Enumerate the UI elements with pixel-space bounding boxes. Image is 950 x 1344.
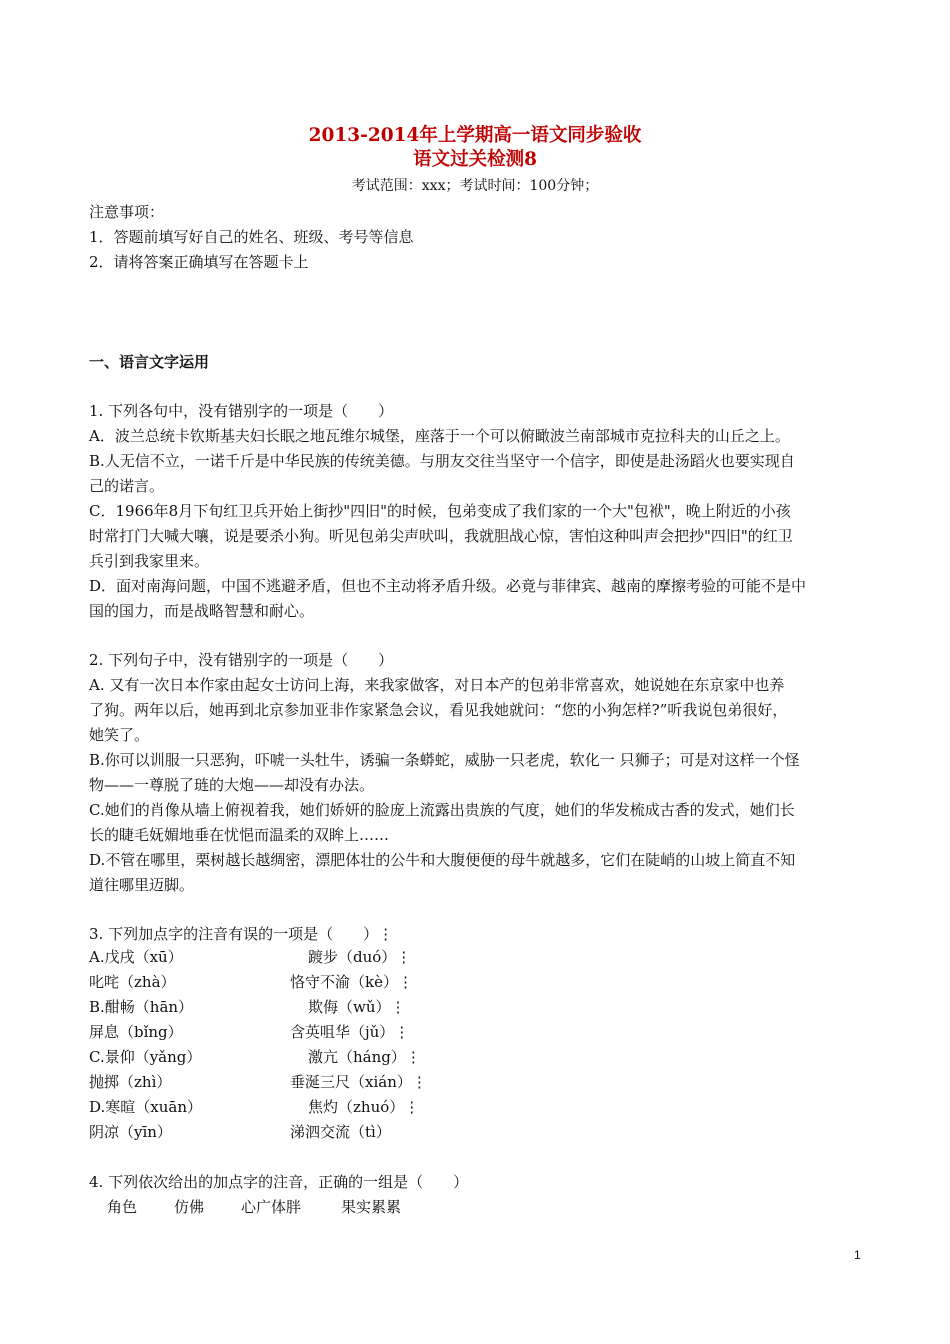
pinyin-left: A.戊戌（xū） [89, 948, 183, 966]
option-c-cont: 长的睫毛妩媚地垂在忧悒而温柔的双眸上…… [89, 826, 390, 844]
pinyin-left: 叱咤（zhà） [89, 973, 176, 991]
option-a: A. 又有一次日本作家由起女士访问上海，来我家做客，对日本产的包弟非常喜欢，她说她在东京家中也养 [89, 676, 785, 694]
word-item: 角色 [107, 1198, 138, 1216]
question-stem: 1. 下列各句中，没有错别字的一项是（ ） [89, 402, 394, 420]
option-a-cont: 了狗。两年以后，她再到北京参加亚非作家紧急会议，看见我她就问：“您的小狗怎样?”听我说包弟很好， [89, 701, 788, 719]
pinyin-left: D.寒暄（xuān） [89, 1098, 202, 1116]
word-item: 果实累累 [341, 1198, 402, 1216]
pinyin-right: 欺侮（wǔ）⋮ [308, 998, 406, 1016]
option-c: C.她们的肖像从墙上俯视着我，她们娇妍的脸庞上流露出贵族的气度，她们的华发梳成古香的发式，她们长 [89, 801, 795, 819]
option-c-cont: 兵引到我家里来。 [89, 552, 210, 570]
pinyin-right: 涕泗交流（tì） [290, 1123, 391, 1141]
exam-title-line2: 语文过关检测8 [413, 149, 537, 170]
pinyin-left: 屏息（bǐng） [89, 1023, 183, 1041]
pinyin-left: 抛掷（zhì） [89, 1073, 172, 1091]
option-d-cont: 道往哪里迈脚。 [89, 876, 195, 894]
page-number: 1 [854, 1248, 861, 1262]
exam-title-line1: 2013-2014年上学期高一语文同步验收 [308, 125, 642, 146]
option-d-cont: 国的国力，而是战略智慧和耐心。 [89, 602, 315, 620]
option-a-cont: 她笑了。 [89, 726, 150, 744]
pinyin-right: 含英咀华（jǔ）⋮ [290, 1023, 410, 1041]
notes-heading: 注意事项： [89, 203, 165, 221]
option-c-cont: 时常打门大喊大嚷，说是要杀小狗。听见包弟尖声吠叫，我就胆战心惊，害怕这种叫声会把抄"四旧"的红卫 [89, 527, 793, 545]
notes-item-2: 2．请将答案正确填写在答题卡上 [89, 253, 309, 271]
option-a: A．波兰总统卡钦斯基夫妇长眠之地瓦维尔城堡，座落于一个可以俯瞰波兰南部城市克拉科夫的山丘之上。 [89, 427, 790, 445]
pinyin-left: C.景仰（yǎng） [89, 1048, 202, 1066]
option-d: D.不管在哪里，栗树越长越绸密，漂肥体壮的公牛和大腹便便的母牛就越多，它们在陡峭的山坡上简直不知 [89, 851, 796, 869]
section-heading: 一、语言文字运用 [89, 353, 210, 371]
question-stem: 4. 下列依次给出的加点字的注音，正确的一组是（ ） [89, 1173, 469, 1191]
pinyin-right: 垂涎三尺（xián）⋮ [290, 1073, 427, 1091]
option-b: B.人无信不立，一诺千斤是中华民族的传统美德。与朋友交往当坚守一个信字，即使是赴汤蹈火也要实现自 [89, 452, 795, 470]
option-b: B.你可以训服一只恶狗，吓唬一头牡牛，诱骗一条蟒蛇，威胁一只老虎，软化一 只狮子；可是对这样一个怪 [89, 751, 800, 769]
option-d: D．面对南海问题，中国不逃避矛盾，但也不主动将矛盾升级。必竟与菲律宾、越南的摩擦考验的可能不是中 [89, 577, 807, 595]
pinyin-right: 恪守不渝（kè）⋮ [290, 973, 413, 991]
option-c: C．1966年8月下旬红卫兵开始上街抄"四旧"的时候，包弟变成了我们家的一个大"包袱"，晚上附近的小孩 [89, 502, 791, 520]
option-b-cont: 己的诺言。 [89, 477, 165, 495]
option-b-cont: 物——一尊脱了琏的大炮——却没有办法。 [89, 776, 375, 794]
pinyin-right: 激亢（háng）⋮ [308, 1048, 421, 1066]
pinyin-left: B.酣畅（hān） [89, 998, 194, 1016]
question-stem: 2. 下列句子中，没有错别字的一项是（ ） [89, 651, 394, 669]
pinyin-right: 踱步（duó）⋮ [308, 948, 412, 966]
notes-item-1: 1．答题前填写好自己的姓名、班级、考号等信息 [89, 228, 414, 246]
pinyin-right: 焦灼（zhuó）⋮ [308, 1098, 420, 1116]
pinyin-left: 阴凉（yīn） [89, 1123, 172, 1141]
word-item: 仿佛 [174, 1198, 205, 1216]
word-item: 心广体胖 [241, 1198, 302, 1216]
exam-info: 考试范围：xxx；考试时间：100分钟； [351, 178, 599, 194]
question-stem: 3. 下列加点字的注音有误的一项是（ ）⋮ [89, 925, 394, 943]
